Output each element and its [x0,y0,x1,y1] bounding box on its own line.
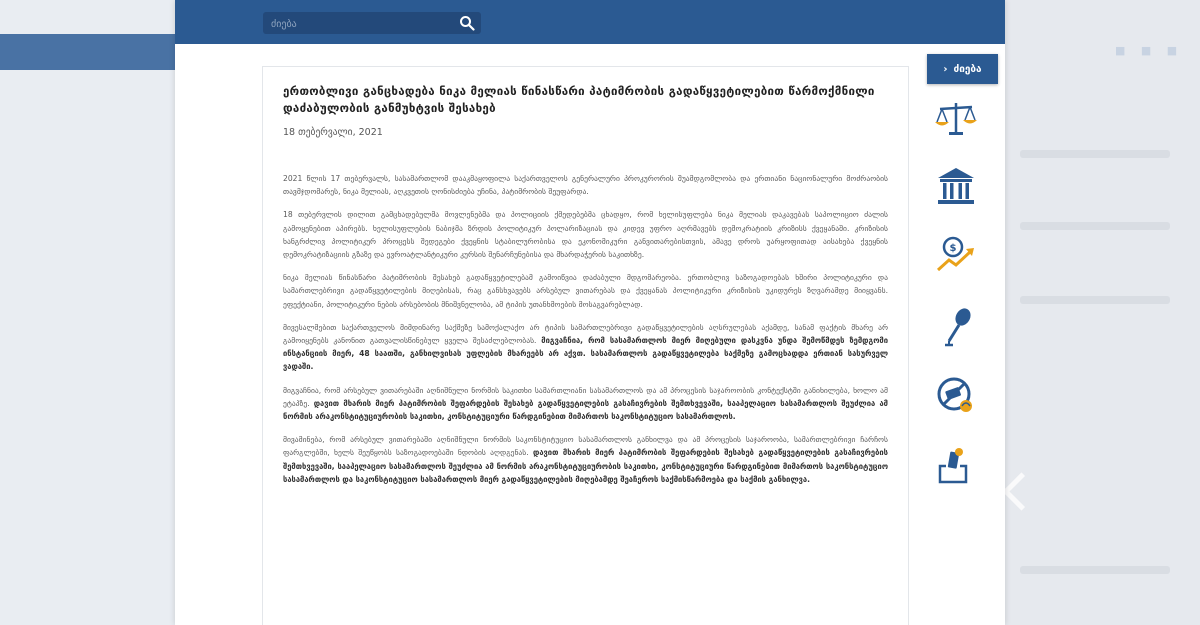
background-text-line [1020,296,1170,304]
no-corruption-icon[interactable] [932,372,980,420]
ballot-box-icon[interactable] [932,442,980,490]
article-paragraph: 18 თებერვლის დილით გამცხადებულმა მოვლენებმა და პოლიციის ქმედებებმა ცხადყო, რომ ხელისუფლება ნიკა მელიას დაკავებას საპოლიციო ძალის გამოყენებით აპირებს. ხელისუფლების ნაბიჯმა ზრდის პოლიტიკურ პოლარიზაციას და კიდევ უფრო აღრმავებს დემოკრატიის კრიზისს ქვეყანაში. კრიზისის ხანგრძლივ პოლიტიკურ პროცესს შედეგები ქვეყნის სტაბილურობისა და ეკონომიკური განვითარებისთვის, ამავე დროს უარყოფითად აისახება ქვეყნის დემოკრატიზაციის გზაზე და ევროატლანტიკური კურსის შენარჩუნებისა და მხარდაჭერის საკითხზე. [283,210,888,260]
background-text-line [1020,222,1170,230]
side-menu-button[interactable] [927,54,998,84]
chevron-right-icon: › [943,63,948,75]
background-right-panel [1005,0,1200,625]
background-text-line [1020,566,1170,574]
background-social-icons: ■ ■ ■ [1115,44,1184,57]
article-paragraph: მივესალმებით საქართველოს მიმდინარე საქმეზე სამოქალაქო არ ტიპის სამართლებრივი გადაწყვეტილების აღსრულებას აქამდე, სანამ ფაქტის მხარე არ გამოიყენებს კანონით გათვალისწინებულ ყველა შესაძლებლობას. მიგვაჩნია, რომ სასამართლოს მიერ მიღებული დასკვნა უნდა შემოწმდეს ზემდგომი ინსტანციის მიერ, 48 საათში, განხილვისას უფლების მხარეებს არ აქვთ. სასამართლოს გადაწყვეტილება საქმეზე გამოცხადდა ერთიან სასურველ ვადაში. [283,322,888,372]
site-header [175,0,1005,44]
article-title: ერთობლივი განცხადება ნიკა მელიას წინასწარი პატიმრობის გადაწყვეტილებით წარმოქმნილი დაძაბულობის განმუხტვის შესახებ [283,84,875,115]
side-menu-label: ძიება [953,63,982,75]
economy-growth-icon[interactable] [932,232,980,280]
svg-text:$: $ [949,243,957,254]
scales-icon[interactable] [932,95,980,143]
article-body [283,172,888,486]
article-date: 18 თებერვალი, 2021 [283,127,383,138]
background-text-line [1020,150,1170,158]
microphone-icon[interactable] [932,303,980,351]
article-card [262,66,909,625]
courthouse-icon[interactable] [932,162,980,210]
background-left-panel [0,0,175,625]
search-icon[interactable] [459,15,475,31]
search-bar [263,12,481,34]
search-input[interactable] [269,15,453,33]
article-paragraph: მიგვაჩნია, რომ არსებულ ვითარებაში აღნიშნული ნორმის საკითხი სამართლიანი სასამართლოს და ამ პროცესის საჯაროობის კონტექსტში განიხილება, ხოლო ამ ეტაპზე. დავით მხარის მიერ პატიმრობის შეფარდების შესახებ გადაწყვეტილების გასაჩივრების შემთხვევაში, სააპელაციო სასამართლოს შეუძლია ამ ნორმის არაკონსტიტუციურობის საკითხი, კონსტიტუციური წარდგინებით მიმართოს საკონსტიტუციო სასამართლოს. [283,385,888,422]
article-paragraph: ნიკა მელიას წინასწარი პატიმრობის შესახებ გადაწყვეტილებამ გამოიწვია დაძაბული მდგომარეობა. ერთობლივ საზოგადოებას ხშირი პოლიტიკური და სამართლებრივი გადაწყვეტილების მიღებისას, რაც განსხვავებს არსებულ ვითარებას და ქვეყანას პოლიტიკური კრიზისის უკიდურეს ზღვარამდე მიიყვანს. ეფექტიანი, პოლიტიკური ნების არსებობის მნიშვნელობა, ამ ტიპის უთანხმოების მოსაგვარებლად. [283,273,888,309]
article-page [175,0,1005,625]
article-paragraph: მივამინება, რომ არსებულ ვითარებაში აღნიშნული ნორმის საკონსტიტუციო სასამართლოს განხილვა და ამ პროცესის საჯაროობა, სამართლებრივი ჩარჩოს ფარგლებში, ხელს შეუწყობს საზოგადოებაში ნდობის აღდგენას. დავით მხარის მიერ პატიმრობის შეფარდების შესახებ გადაწყვეტილების გასაჩივრების შემთხვევაში, სააპელაციო სასამართლოს შეუძლია ამ ნორმის არაკონსტიტუციურობის საკითხი, კონსტიტუციური წარდგინებით მიმართოს საკონსტიტუციო სასამართლოს და საკონსტიტუციო სასამართლოს მიერ გადაწყვეტილების მიღებამდე შეაჩეროს საქმისწარმოება და საქმის განხილვა. [283,435,888,484]
article-paragraph: 2021 წლის 17 თებერვალს, სასამართლომ დააკმაყოფილა საქართველოს გენერალური პროკურორის შუამდგომლობა და ერთიანი ნაციონალური მოძრაობის თავმჯდომარეს, ნიკა მელიას, აღკვეთის ღონისძიება უჩინა, პატიმრობის შეუფარდა. [283,174,888,197]
